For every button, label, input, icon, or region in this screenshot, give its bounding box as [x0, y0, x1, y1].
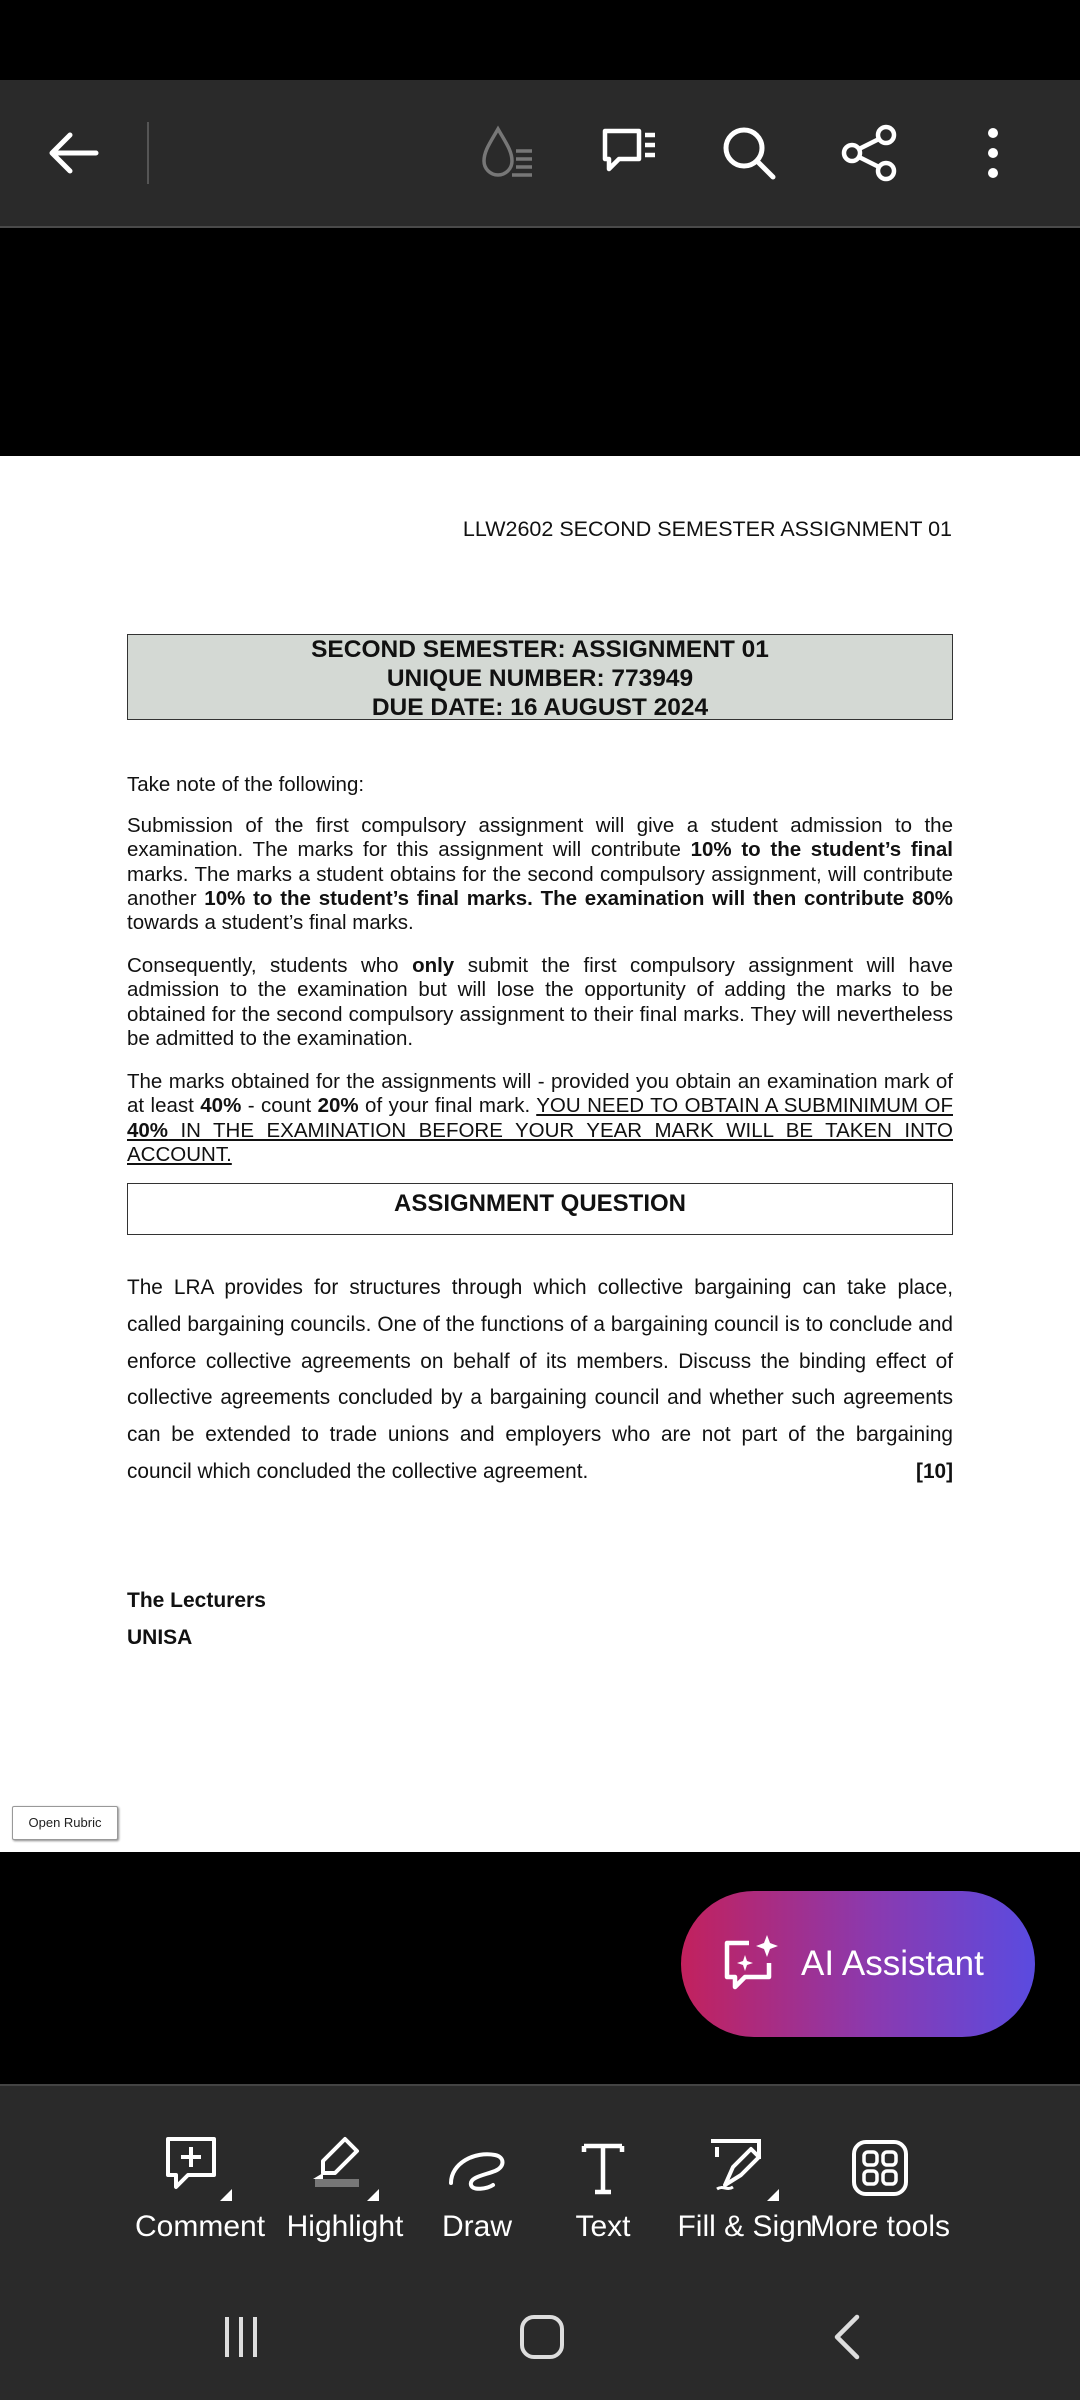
tool-highlight[interactable] [280, 2128, 410, 2244]
liquid-mode-icon[interactable] [468, 113, 548, 193]
ai-sparkle-chat-icon [719, 1931, 785, 1997]
title-line: SECOND SEMESTER: ASSIGNMENT 01 [311, 636, 769, 663]
draw-icon [445, 2143, 509, 2193]
more-options-icon[interactable] [953, 113, 1033, 193]
tool-text[interactable] [553, 2128, 653, 2244]
top-app-bar [0, 80, 1080, 228]
bottom-toolbar [0, 2084, 1080, 2274]
paragraph-3: The marks obtained for the assignments will - provided you obtain an examination mark of at least 40% - count 20% of your final mark. YOU NEED TO OBTAIN A SUBMINIMUM OF 40% IN THE EXAMINATION BEFORE YOUR YEAR MARK WILL BE TAKEN INTO ACCOUNT. [127, 1070, 953, 1166]
tool-label: Comment [135, 2210, 266, 2243]
tool-fill-sign[interactable] [670, 2128, 820, 2244]
grid-icon [850, 2138, 910, 2198]
highlighter-icon [305, 2133, 385, 2203]
share-icon[interactable] [830, 113, 910, 193]
home-icon[interactable] [502, 2302, 582, 2372]
signature-unisa: UNISA [127, 1626, 193, 1649]
open-rubric-button[interactable]: Open Rubric [12, 1806, 118, 1840]
tool-label: Text [575, 2210, 631, 2243]
text-icon [578, 2138, 628, 2198]
note-intro: Take note of the following: [127, 773, 365, 796]
paragraph-1: Submission of the first compulsory assignment will give a student admission to the examination. The marks for this assignment will contribute 10% to the student’s final marks. The marks a student obtains for the second compulsory assignment, will contribute another 10% to the student’s final marks. The examination will then contribute 80% towards a student’s final marks. [127, 814, 953, 935]
tool-more-tools[interactable] [806, 2128, 954, 2244]
question-text: The LRA provides for structures through which collective bargaining can take place, called bargaining councils. One of the functions of a bargaining council is to conclude and enforce collective agreements on behalf of its members. Discuss the binding effect of collective agreements concluded by a bargaining council and whether such agreements can be extended to trade unions and employers who are not part of the bargaining council which concluded the collective agreement. [10] [127, 1270, 953, 1491]
tool-label: More tools [809, 2210, 951, 2243]
system-navigation-bar [0, 2272, 1080, 2400]
tool-draw[interactable] [427, 2128, 527, 2244]
tool-label: Highlight [286, 2210, 404, 2243]
back-icon[interactable] [806, 2302, 886, 2372]
document-header: LLW2602 SECOND SEMESTER ASSIGNMENT 01 [462, 517, 952, 541]
paragraph-2: Consequently, students who only submit the first compulsory assignment will have admission to the examination but will lose the opportunity of adding the marks to be obtained for the second compulsory assignment to their final marks. They will nevertheless be admitted to the examination. [127, 954, 953, 1050]
tool-label: Draw [441, 2210, 512, 2243]
title-line: DUE DATE: 16 AUGUST 2024 [371, 694, 709, 721]
search-icon[interactable] [709, 113, 789, 193]
comment-add-icon [162, 2133, 238, 2203]
ai-assistant-label: AI Assistant [801, 1944, 984, 1983]
question-heading: ASSIGNMENT QUESTION [127, 1183, 953, 1235]
tool-label: Fill & Sign [677, 2210, 813, 2243]
assignment-title-box [127, 634, 953, 720]
signature-lecturers: The Lecturers [127, 1589, 266, 1612]
viewer-background [0, 228, 1080, 456]
back-arrow-icon[interactable] [33, 113, 113, 193]
toolbar-divider [147, 122, 149, 184]
title-line: UNIQUE NUMBER: 773949 [386, 665, 694, 692]
document-page [0, 456, 1080, 1852]
fill-sign-icon [705, 2133, 785, 2203]
ai-assistant-button[interactable] [681, 1891, 1035, 2037]
status-bar [0, 0, 1080, 80]
comment-list-icon[interactable] [589, 113, 669, 193]
question-marks: [10] [916, 1459, 953, 1483]
tool-comment[interactable] [135, 2128, 265, 2244]
recent-apps-icon[interactable] [201, 2302, 281, 2372]
